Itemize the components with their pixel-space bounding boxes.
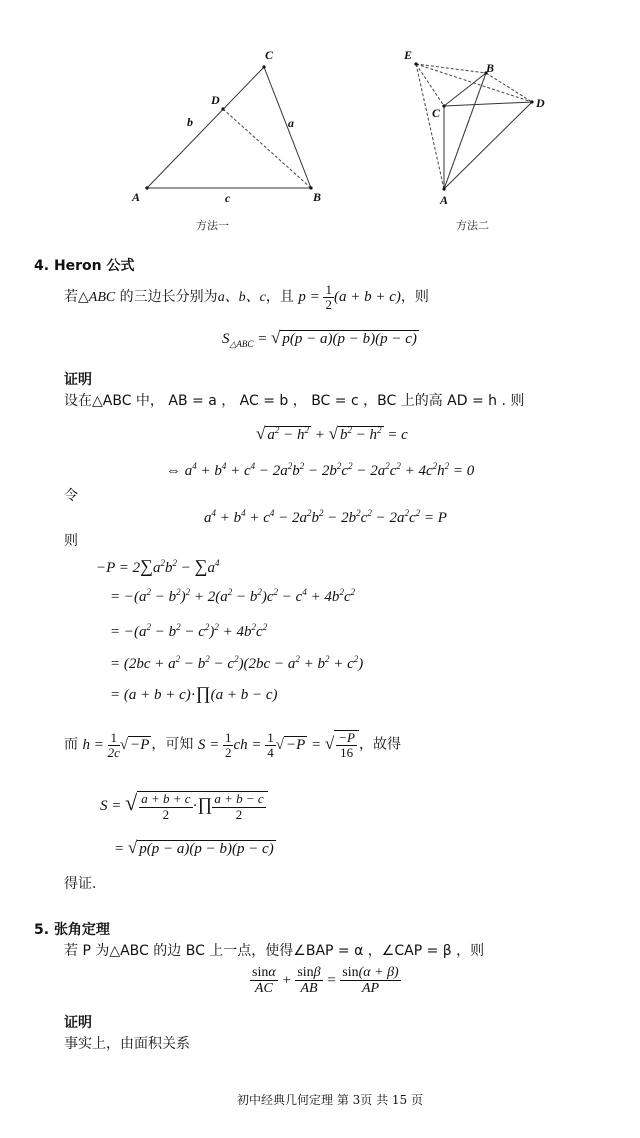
eq-angle-theorem: $\frac{\sin\alpha}{AC}$ + $\frac{\sin\beta}{AB}$ = $\frac{\sin(\alpha + \beta)}{AP}$ [252,965,399,997]
fig1-side-b: b [187,115,193,129]
fig1-side-c: c [225,191,231,205]
section5-title: 张角定理 [53,922,110,938]
page-footer: 初中经典几何定理 第 3页 共 15 页 [237,1093,423,1107]
section4-proof-label: 证明 [64,372,92,388]
fig1-label-a-point: A [132,190,141,204]
eq-define-p: $a^4 + b^4 + c^4 - 2a^2b^2 - 2b^2c^2 - 2a^2c^2 = P$ [204,508,447,526]
section4-title: Heron 公式 [53,258,135,274]
section5-number: 5. [34,922,50,938]
h-s-line: 而 h = $\frac{1}{2c}$ √ −P ，可知 S = $\frac{1}{2}$ ch = $\frac{1}{4}$ √ −P = √ $\frac{-P}{16}$ ，故得 [64,729,401,761]
eq-s-final-1: S = √ $\frac{a + b + c}{2}$ ·∏ $\frac{a + b - c}{2}$ [100,790,268,822]
fig1-label-d-point: D [211,93,220,107]
fig2-label-a-point: A [440,193,449,207]
eq-sqrt-sum: √ $a^2 - h^2$ + √ $b^2 - h^2 = c$ [256,424,408,443]
eq-chain-4: = $(2bc + a^2 - b^2 - c^2)(2bc - a^2 + b^2 + c^2)$ [110,654,364,672]
section4-heading [34,255,135,275]
section5-statement: 若 P 为△ABC 的边 BC 上一点，使得∠BAP = α ，∠CAP = β ，则 [64,943,485,959]
eq-chain-5: = (a + b + c)·∏(a + b − c) [110,683,278,703]
section5-fact: 事实上，由面积关系 [64,1036,190,1052]
fig1-caption: 方法一 [196,219,229,232]
section5-heading [34,919,110,939]
eq-equivalent: ⇔ $a^4 + b^4 + c^4 - 2a^2b^2 - 2b^2c^2 - 2a^2c^2 + 4c^2h^2 = 0$ [166,461,475,479]
text-ling: 令 [64,488,78,504]
section4-number: 4. [34,258,50,274]
text-dezheng: 得证. [64,876,97,892]
eq-chain-1: $-P = 2\sum a^2b^2 - \sum a^4$ [96,556,220,576]
section5-proof-label: 证明 [64,1015,92,1031]
fig1-label-c-point: C [265,48,274,62]
heron-statement: 若△ABC 的三边长分别为a、b、c，且 p = $\frac{1}{2}$ (a + b + c)，则 [64,282,429,313]
eq-chain-3: = $-(a^2 - b^2 - c^2)^2 + 4b^2c^2$ [110,622,268,640]
fig2-caption: 方法二 [456,219,489,232]
fig2-label-b-point: B [486,61,495,75]
fig1-side-a: a [288,116,294,130]
fig2-label-e-point: E [404,48,413,62]
figure-method-two [400,40,550,200]
eq-s-final-2: = √ p(p − a)(p − b)(p − c) [114,838,274,857]
proof-setup: 设在△ABC 中， AB = a ， AC = b ， BC = c ，BC 上的高 AD = h . 则 [64,393,525,409]
eq-chain-2: = $-(a^2 - b^2)^2 + 2(a^2 - b^2)c^2 - c^4 + 4b^2c^2$ [110,587,356,605]
fig2-label-c-point: C [432,106,441,120]
fig2-label-d-point: D [536,96,545,110]
fig1-label-b-point: B [313,190,322,204]
heron-formula: $S_{\triangle ABC}$ = √ p(p − a)(p − b)(p − c) [222,328,417,349]
text-ze: 则 [64,533,78,549]
